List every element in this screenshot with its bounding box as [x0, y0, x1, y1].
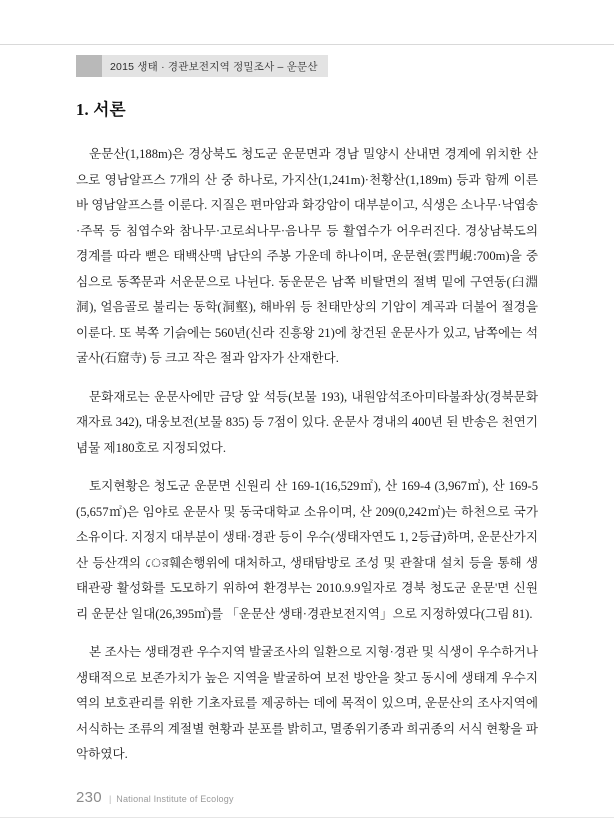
paragraph-1: 운문산(1,188m)은 경상북도 청도군 운문면과 경남 밀양시 산내면 경계에 위치한 산으로 영남알프스 7개의 산 중 하나로, 가지산(1,241m)·천황산(1,189m) 등과 함께 이른바 영남알프스를 이룬다. 지질은 편마암과 화강암이 대부분이고, 식생은 소나무·낙엽송·주목 등 침엽수와 참나무·고로쇠나무·음나무 등 활엽수가 어우러진다. 경상남북도의 경계를 따라 뻗은 태백산맥 남단의 주봉 가운데 하나이며, 운문현(雲門峴:700m)을 중심으로 동쪽문과 서운문으로 나뉜다. 동운문은 남쪽 비탈면의 절벽 밑에 구연동(臼淵洞), 얼음골로 불리는 동학(洞壑), 해바위 등 천태만상의 기암이 계곡과 더불어 절경을 이룬다. 또 북쪽 기슭에는 560년(신라 진흥왕 21)에 창건된 운문사가 있고, 남쪽에는 석굴사(石窟寺) 등 크고 작은 절과 암자가 산재한다. — [76, 147, 538, 365]
running-head-swatch — [76, 55, 102, 77]
running-head-band — [102, 55, 328, 77]
running-head-text: 2015 생태 · 경관보전지역 정밀조사 – 운문산 — [110, 60, 318, 73]
page-content — [76, 96, 538, 768]
page-number: 230 — [76, 789, 102, 806]
header-divider — [0, 44, 614, 45]
paragraph-4: 본 조사는 생태경관 우수지역 발굴조사의 일환으로 지형·경관 및 식생이 우수하거나 생태적으로 보존가치가 높은 지역을 발굴하여 보전 방안을 찾고 동시에 생태계 우수지역의 보호관리를 위한 기초자료를 제공하는 데에 목적이 있으며, 운문산의 조사지역에 서식하는 조류의 계절별 현황과 분포를 밝히고, 멸종위기종과 희귀종의 서식 현황을 파악하였다. — [76, 645, 538, 761]
footer-divider — [0, 817, 614, 818]
running-head — [76, 55, 328, 77]
footer-separator: | — [108, 794, 112, 804]
paragraph-3: 토지현황은 청도군 운문면 신원리 산 169-1(16,529㎡), 산 169-4 (3,967㎡), 산 169-5(5,657㎡)은 임야로 운문사 및 동국대학교 소유이며, 산 209(0,242㎡)는 하천으로 국가 소유이다. 지정지 대부분이 생태·경관 등이 우수(생태자연도 1, 2등급)하며, 운문산가지산 등산객의 ের훼손행위에 대처하고, 생태탐방로 조성 및 관찰대 설치 등을 통해 생태관광 활성화를 도모하기 위하여 환경부는 2010.9.9일자로 경북 청도군 운문'면 신원리 운문산 일대(26,395㎡)를 「운문산 생태·경관보전지역」으로 지정하였다(그림 81). — [76, 479, 538, 621]
page-footer — [76, 789, 234, 806]
paragraph-2: 문화재로는 운문사에만 금당 앞 석등(보물 193), 내원암석조아미타불좌상(경북문화재자료 342), 대웅보전(보물 835) 등 7점이 있다. 운문사 경내의 400년 된 반송은 천연기념물 제180호로 지정되었다. — [76, 389, 538, 455]
page-title: 1. 서론 — [76, 100, 126, 119]
footer-organization: National Institute of Ecology — [116, 794, 234, 804]
